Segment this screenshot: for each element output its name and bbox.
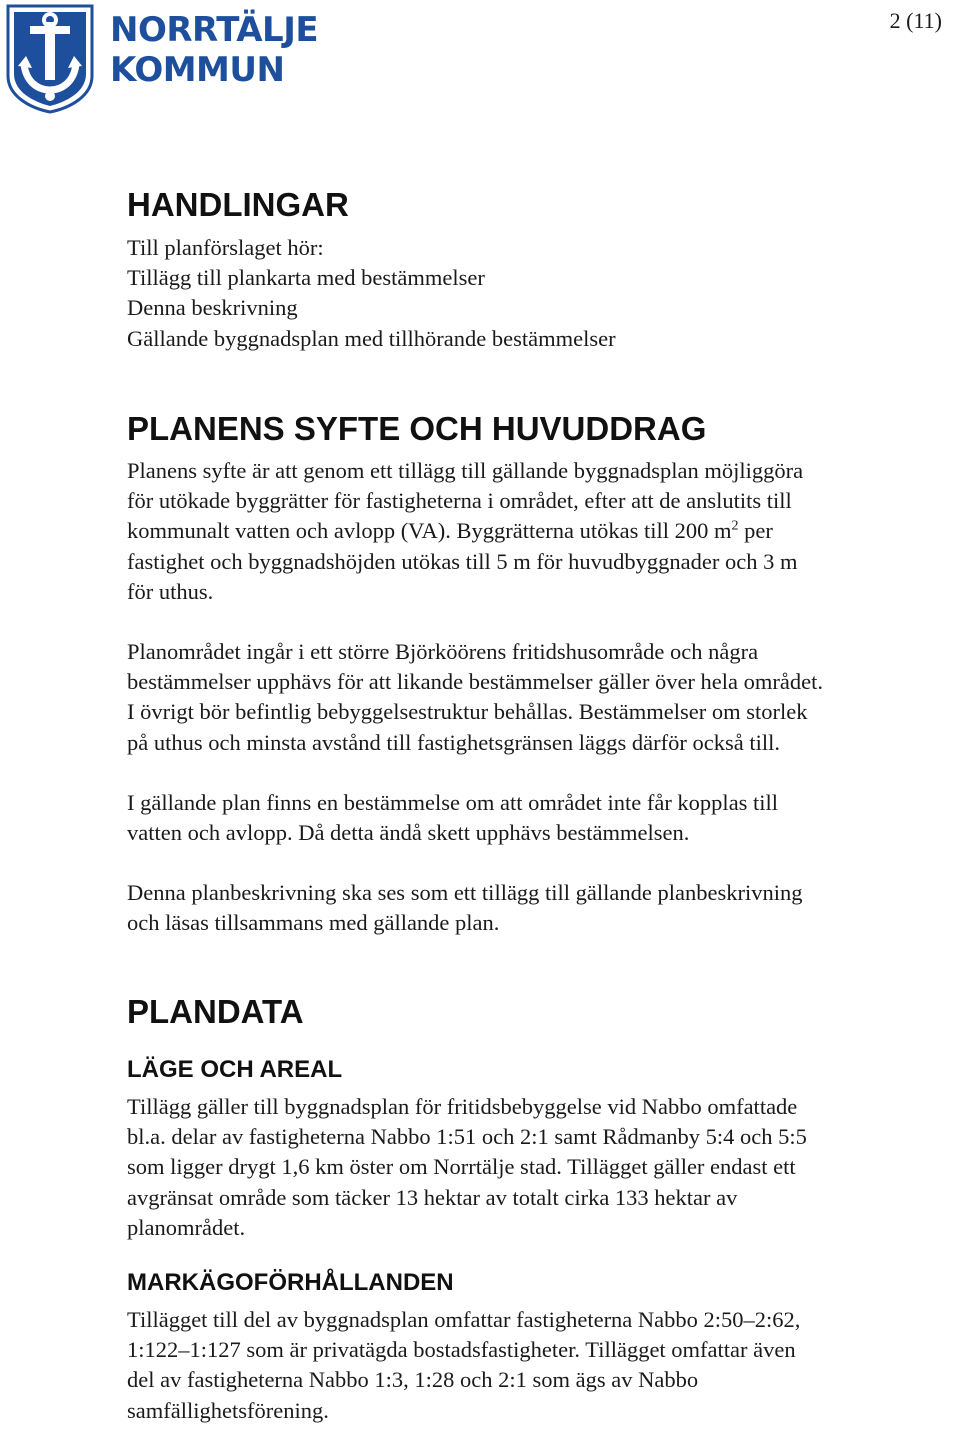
logo-wordmark	[110, 10, 318, 90]
text-line: I gällande plan finns en bestämmelse om att området inte får kopplas till	[127, 790, 779, 815]
syfte-paragraph-1	[127, 456, 927, 607]
text-line: I övrigt bör befintlig bebyggelsestruktur behållas. Bestämmelser om storlek	[127, 699, 808, 725]
page-number: 2 (11)	[889, 8, 942, 33]
text-line: samfällighetsförening.	[127, 1397, 329, 1423]
text-line: Tillägg gäller till byggnadsplan för fritidsbebyggelse vid Nabbo omfattade	[127, 1094, 798, 1119]
logo-line-2: KOMMUN	[110, 50, 285, 90]
norrtalje-kommun-logo	[4, 4, 319, 114]
syfte-paragraph-4	[127, 878, 927, 938]
heading-markagoforhallanden: MARKÄGOFÖRHÅLLANDEN	[127, 1269, 454, 1296]
handlingar-list	[127, 233, 927, 354]
text-line: Tillägget till del av byggnadsplan omfattar fastigheterna Nabbo 2:50–2:62,	[127, 1307, 801, 1332]
lage-paragraph	[127, 1092, 927, 1243]
text-line: bestämmelser upphävs för att likande bestämmelser gäller över hela området.	[127, 669, 823, 695]
syfte-paragraph-3	[127, 788, 927, 848]
text-line: Planområdet ingår i ett större Björköörens fritidshusområde och några	[127, 639, 759, 664]
handlingar-item: Tillägg till plankarta med bestämmelser	[127, 265, 485, 291]
text-line: Denna planbeskrivning ska ses som ett tillägg till gällande planbeskrivning	[127, 880, 803, 905]
handlingar-item: Gällande byggnadsplan med tillhörande bestämmelser	[127, 325, 616, 351]
superscript-2: 2	[731, 518, 739, 534]
text-line: för utökade byggrätter för fastigheterna i området, efter att de anslutits till	[127, 488, 792, 514]
heading-lage-och-areal: LÄGE OCH AREAL	[127, 1056, 343, 1083]
markagande-paragraph	[127, 1305, 927, 1426]
heading-planens-syfte: PLANENS SYFTE OCH HUVUDDRAG	[127, 410, 707, 447]
text-line: och läsas tillsammans med gällande plan.	[127, 910, 500, 936]
text-line: planområdet.	[127, 1214, 246, 1240]
text-line: fastighet och byggnadshöjden utökas till 5 m för huvudbyggnader och 3 m	[127, 548, 798, 574]
text-line: 1:122–1:127 som är privatägda bostadsfastigheter. Tillägget omfattar även	[127, 1337, 796, 1363]
heading-handlingar: HANDLINGAR	[127, 186, 349, 223]
text-line	[127, 516, 927, 546]
text-line: del av fastigheterna Nabbo 1:3, 1:28 och 2:1 som ägs av Nabbo	[127, 1367, 699, 1393]
logo-line-1: NORRTÄLJE	[110, 10, 319, 50]
handlingar-item: Denna beskrivning	[127, 295, 298, 321]
text-line: som ligger drygt 1,6 km öster om Norrtälje stad. Tillägget gäller endast ett	[127, 1154, 796, 1180]
text-line: avgränsat område som täcker 13 hektar av totalt cirka 133 hektar av	[127, 1184, 738, 1210]
text-line: bl.a. delar av fastigheterna Nabbo 1:51 och 2:1 samt Rådmanby 5:4 och 5:5	[127, 1124, 807, 1150]
text-segment: per	[738, 518, 773, 544]
handlingar-item: Till planförslaget hör:	[127, 235, 324, 260]
heading-plandata: PLANDATA	[127, 993, 304, 1030]
text-line: för uthus.	[127, 578, 214, 604]
text-segment: kommunalt vatten och avlopp (VA). Byggrätterna utökas till 200 m	[127, 518, 732, 544]
text-line: Planens syfte är att genom ett tillägg till gällande byggnadsplan möjliggöra	[127, 458, 804, 483]
syfte-paragraph-2	[127, 637, 927, 758]
text-line: på uthus och minsta avstånd till fastighetsgränsen läggs därför också till.	[127, 729, 780, 755]
text-line: vatten och avlopp. Då detta ändå skett upphävs bestämmelsen.	[127, 820, 690, 846]
anchor-shield-icon	[4, 4, 96, 114]
